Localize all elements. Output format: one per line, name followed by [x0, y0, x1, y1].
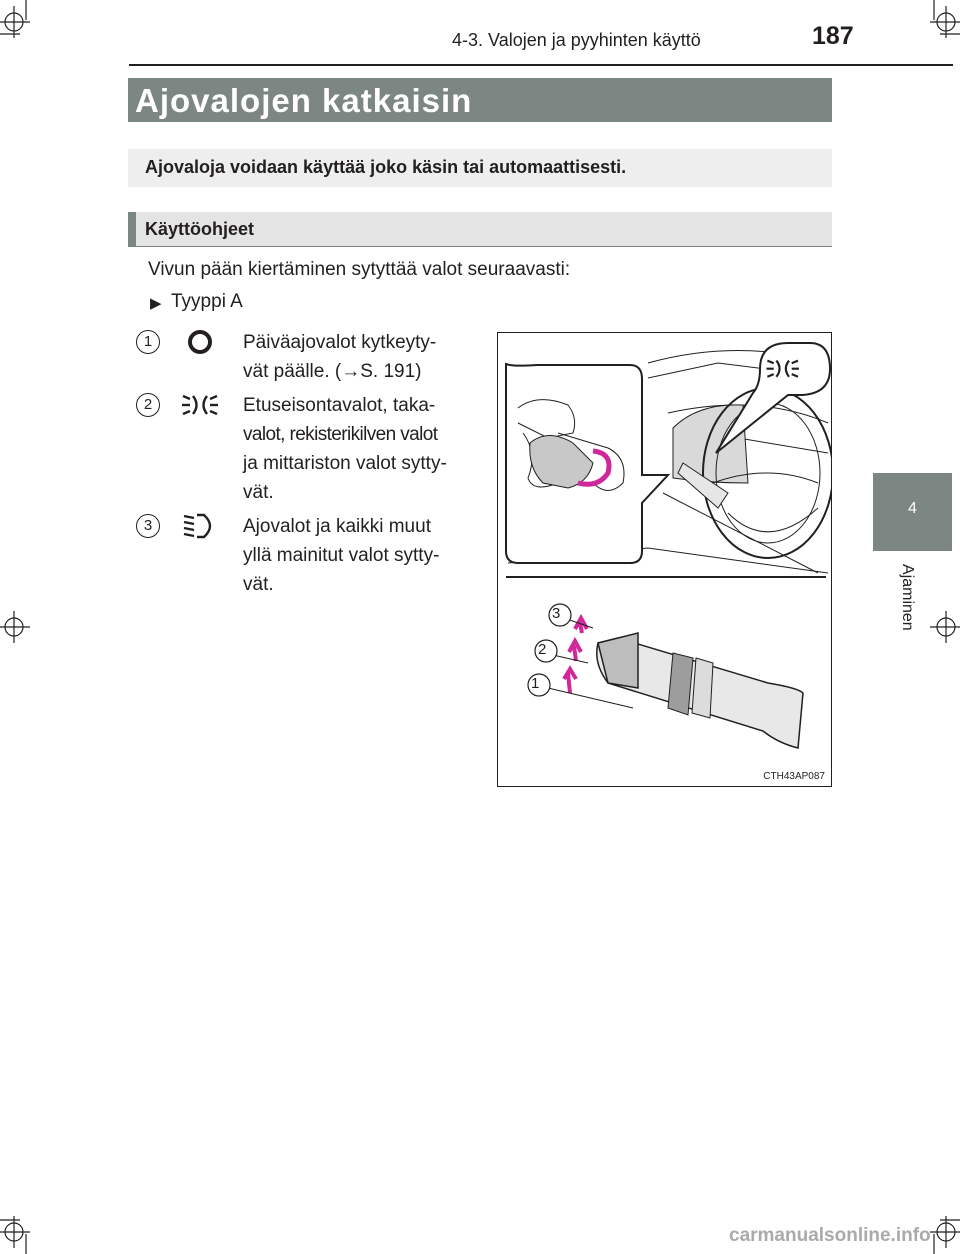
item-line: Ajovalot ja kaikki muut [243, 516, 431, 537]
item-line: vät päälle. (→S. 191) [243, 361, 422, 382]
headlight-switch-figure [497, 332, 832, 787]
callout-2: 2 [538, 641, 547, 658]
item-line: ja mittariston valot sytty- [243, 453, 447, 474]
watermark: carmanualsonline.info [729, 1225, 931, 1246]
subheading-accent [128, 212, 136, 246]
figure-code: CTH43AP087 [763, 771, 825, 782]
chapter-number: 4 [908, 500, 917, 517]
item-line: Etuseisontavalot, taka- [243, 395, 436, 416]
figure-illustration [498, 333, 831, 786]
page-title: Ajovalojen katkaisin [135, 82, 473, 119]
item-line: vät. [243, 574, 274, 595]
type-label: Tyyppi A [171, 291, 243, 312]
daytime-running-light-icon [182, 329, 218, 355]
type-marker: ▶ [150, 295, 162, 312]
position-light-icon [182, 392, 218, 418]
subheading: Käyttöohjeet [145, 219, 255, 239]
callout-1: 1 [531, 675, 540, 692]
subheading-rule [128, 246, 832, 247]
item-line: Päiväajovalot kytkeyty- [243, 332, 437, 353]
item-number: 1 [136, 330, 160, 354]
running-header-section: 4-3. Valojen ja pyyhinten käyttö [452, 30, 701, 50]
item-description [243, 328, 463, 386]
callout-3: 3 [552, 605, 561, 622]
chapter-label: Ajaminen [899, 564, 916, 631]
intro-text: Ajovaloja voidaan käyttää joko käsin tai automaattisesti. [145, 157, 627, 177]
item-line: vät. [243, 482, 274, 503]
header-rule [129, 64, 953, 66]
item-number: 3 [136, 514, 160, 538]
item-line: yllä mainitut valot sytty- [243, 545, 440, 566]
body-paragraph: Vivun pään kiertäminen sytyttää valot seuraavasti: [148, 259, 571, 280]
item-number: 2 [136, 393, 160, 417]
item-description [243, 391, 463, 507]
item-description [243, 512, 463, 599]
item-line: valot, rekisterikilven valot [243, 424, 438, 445]
page-number: 187 [812, 22, 854, 50]
headlight-icon [182, 513, 218, 539]
